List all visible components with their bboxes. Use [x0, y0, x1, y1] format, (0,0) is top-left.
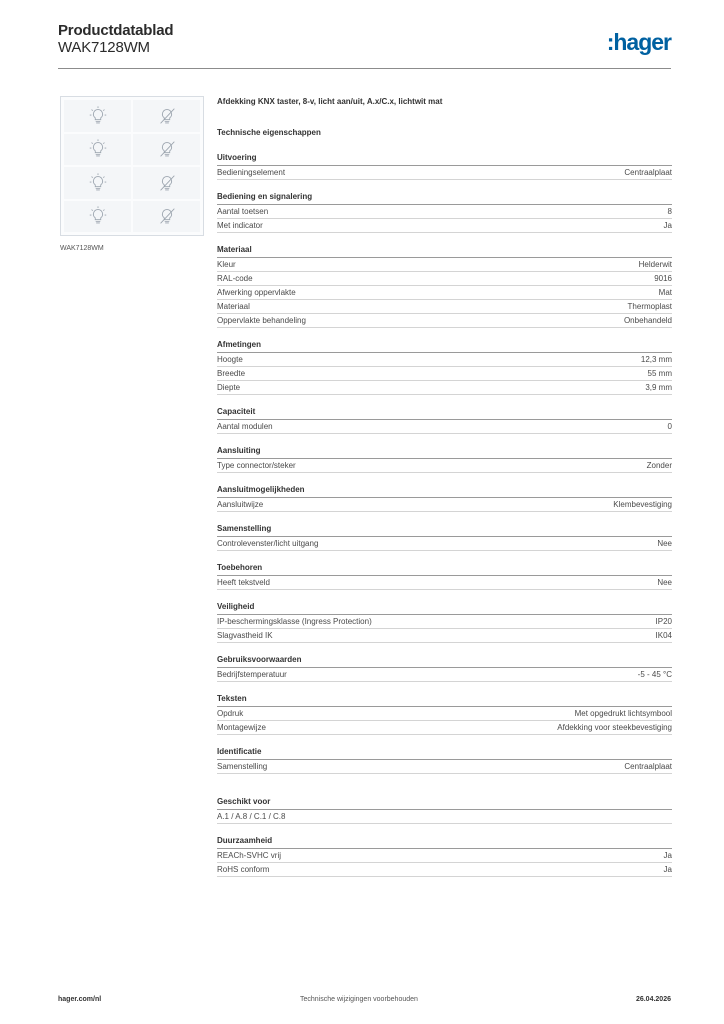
light-off-key	[133, 134, 200, 166]
section-title: Veiligheid	[217, 601, 672, 615]
product-description: Afdekking KNX taster, 8-v, licht aan/uit, A.x/C.x, lichtwit mat	[217, 97, 443, 106]
spec-value: 3,9 mm	[645, 383, 672, 392]
spec-section	[217, 601, 672, 643]
lightbulb-off-icon	[156, 105, 178, 127]
spec-value: -5 - 45 °C	[637, 670, 672, 679]
spec-section	[217, 654, 672, 682]
footer-website: hager.com/nl	[58, 996, 102, 1003]
section-title: Afmetingen	[217, 339, 672, 353]
spec-section	[217, 445, 672, 473]
spec-label: Samenstelling	[217, 762, 268, 771]
spec-row	[217, 286, 672, 300]
spec-value: Helderwit	[638, 260, 672, 269]
spec-row	[217, 498, 672, 512]
spec-value: IP20	[655, 617, 672, 626]
section-title: Toebehoren	[217, 562, 672, 576]
spec-label: Kleur	[217, 260, 236, 269]
spec-label: IP-beschermingsklasse (Ingress Protection)	[217, 617, 372, 626]
spec-row	[217, 576, 672, 590]
section-title: Gebruiksvoorwaarden	[217, 654, 672, 668]
spec-row	[217, 272, 672, 286]
light-off-key	[133, 100, 200, 132]
spec-section	[217, 339, 672, 395]
spec-label: Materiaal	[217, 302, 250, 311]
section-title: Samenstelling	[217, 523, 672, 537]
section-title: Materiaal	[217, 244, 672, 258]
light-on-key	[64, 134, 131, 166]
section-title: Geschikt voor	[217, 796, 672, 810]
spec-value: Thermoplast	[627, 302, 672, 311]
spec-value: Ja	[663, 221, 672, 230]
spec-row	[217, 760, 672, 774]
lightbulb-icon	[87, 105, 109, 127]
spec-row	[217, 381, 672, 395]
section-title: Teksten	[217, 693, 672, 707]
spec-row	[217, 537, 672, 551]
spec-label: Slagvastheid IK	[217, 631, 273, 640]
spec-label: Oppervlakte behandeling	[217, 316, 306, 325]
spec-section	[217, 835, 672, 877]
section-title: Bediening en signalering	[217, 191, 672, 205]
spec-section	[217, 484, 672, 512]
spec-row	[217, 219, 672, 233]
light-on-key	[64, 100, 131, 132]
spec-sections	[217, 152, 672, 877]
spec-section	[217, 191, 672, 233]
spec-row	[217, 863, 672, 877]
spec-label: Bedrijfstemperatuur	[217, 670, 287, 679]
spec-label: RoHS conform	[217, 865, 270, 874]
product-code: WAK7128WM	[58, 39, 150, 56]
spec-section	[217, 746, 672, 774]
spec-row	[217, 668, 672, 682]
lightbulb-off-icon	[156, 205, 178, 227]
spec-label: Bedieningselement	[217, 168, 286, 177]
spec-value: 12,3 mm	[640, 355, 672, 364]
spec-label: REACh-SVHC vrij	[217, 851, 282, 860]
spec-label: Hoogte	[217, 355, 243, 364]
light-on-key	[64, 201, 131, 233]
spec-sheet	[217, 96, 672, 877]
spec-section	[217, 562, 672, 590]
spec-value: Met opgedrukt lichtsymbool	[574, 709, 672, 718]
spec-row	[217, 629, 672, 643]
lightbulb-icon	[87, 138, 109, 160]
spec-row	[217, 353, 672, 367]
spec-row	[217, 615, 672, 629]
spec-value: Mat	[658, 288, 672, 297]
lightbulb-off-icon	[156, 138, 178, 160]
spec-row	[217, 849, 672, 863]
spec-label: Heeft tekstveld	[217, 578, 270, 587]
footer-date: 26.04.2026	[635, 996, 671, 1003]
spec-label: Aantal modulen	[217, 422, 273, 431]
spec-value: Zonder	[646, 461, 672, 470]
spec-value: 0	[667, 422, 672, 431]
spec-value: Centraalplaat	[624, 762, 672, 771]
section-title: Uitvoering	[217, 152, 672, 166]
spec-value: Ja	[663, 865, 672, 874]
spec-label: RAL-code	[217, 274, 253, 283]
spec-section	[217, 152, 672, 180]
spec-label: Type connector/steker	[217, 461, 296, 470]
spec-label: Aantal toetsen	[217, 207, 269, 216]
spec-row	[217, 166, 672, 180]
spec-value: IK04	[655, 631, 672, 640]
spec-row	[217, 367, 672, 381]
spec-value: Onbehandeld	[623, 316, 672, 325]
section-title: Duurzaamheid	[217, 835, 672, 849]
spec-row	[217, 420, 672, 434]
footer-disclaimer: Technische wijzigingen voorbehouden	[300, 996, 418, 1003]
section-title: Aansluitmogelijkheden	[217, 484, 672, 498]
light-on-key	[64, 167, 131, 199]
spec-row	[217, 205, 672, 219]
page-title: Productdatablad	[58, 22, 174, 39]
document-header	[58, 22, 173, 56]
spec-section	[217, 406, 672, 434]
spec-section	[217, 523, 672, 551]
section-title: Capaciteit	[217, 406, 672, 420]
spec-label: Afwerking oppervlakte	[217, 288, 296, 297]
spec-value: Nee	[657, 539, 672, 548]
hager-logo: :hager	[606, 29, 671, 55]
spec-label: Breedte	[217, 369, 246, 378]
product-image	[60, 96, 204, 236]
spec-label: Controlevenster/licht uitgang	[217, 539, 319, 548]
lightbulb-icon	[87, 205, 109, 227]
spec-row	[217, 810, 672, 824]
spec-section	[217, 244, 672, 328]
light-off-key	[133, 201, 200, 233]
spec-value: 8	[667, 207, 672, 216]
lightbulb-off-icon	[156, 172, 178, 194]
spec-row	[217, 459, 672, 473]
section-title: Aansluiting	[217, 445, 672, 459]
spec-value: 55 mm	[647, 369, 672, 378]
key-grid	[64, 100, 200, 232]
image-caption: WAK7128WM	[60, 245, 104, 252]
lightbulb-icon	[87, 172, 109, 194]
spec-label: Opdruk	[217, 709, 244, 718]
light-off-key	[133, 167, 200, 199]
spec-value: Centraalplaat	[624, 168, 672, 177]
spec-label: Diepte	[217, 383, 241, 392]
spec-value: Ja	[663, 851, 672, 860]
header-divider	[58, 68, 671, 69]
section-title: Identificatie	[217, 746, 672, 760]
spec-value: Afdekking voor steekbevestiging	[557, 723, 672, 732]
spec-value: Nee	[657, 578, 672, 587]
spec-label: Montagewijze	[217, 723, 266, 732]
spec-label: Aansluitwijze	[217, 500, 264, 509]
spec-value: Klembevestiging	[613, 500, 672, 509]
spec-value: 9016	[654, 274, 672, 283]
spec-row	[217, 314, 672, 328]
spec-label: Met indicator	[217, 221, 263, 230]
spec-section	[217, 693, 672, 735]
spec-row	[217, 300, 672, 314]
spec-row	[217, 721, 672, 735]
tech-heading: Technische eigenschappen	[217, 128, 321, 137]
spec-section	[217, 796, 672, 824]
spec-label: A.1 / A.8 / C.1 / C.8	[217, 812, 286, 821]
spec-row	[217, 258, 672, 272]
spec-row	[217, 707, 672, 721]
